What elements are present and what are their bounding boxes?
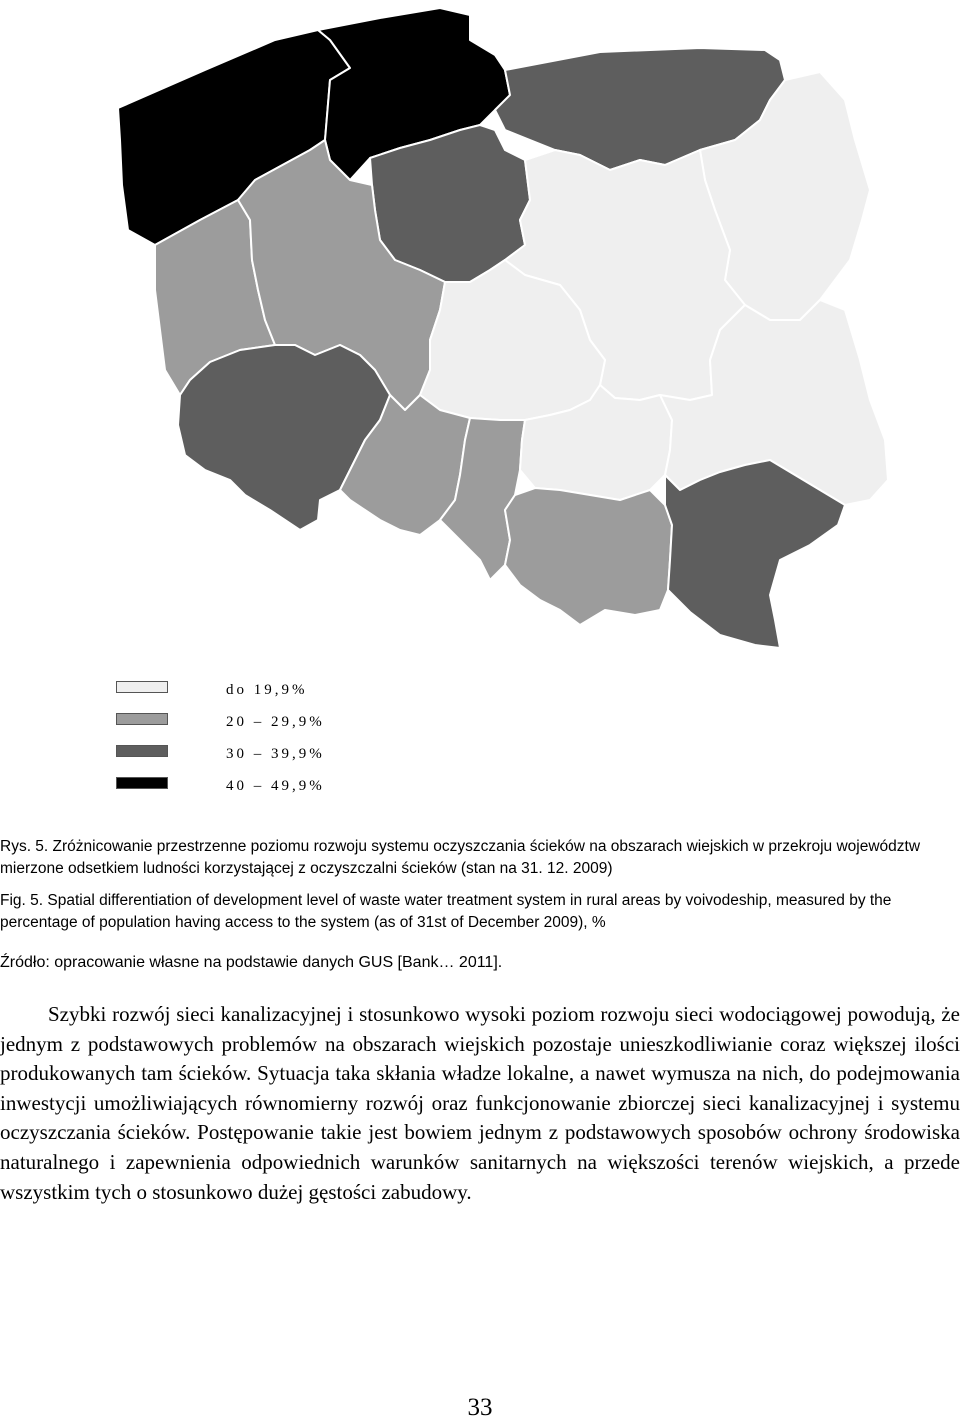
legend-swatch: [116, 681, 168, 693]
body-paragraph: [0, 1000, 960, 1207]
legend-label: do 19,9%: [226, 682, 308, 698]
legend-item: [116, 708, 436, 738]
region-malopolskie: [505, 488, 672, 625]
legend-swatch: [116, 777, 168, 789]
legend-item: [116, 772, 436, 802]
map-legend: [116, 676, 436, 806]
legend-label: 20 – 29,9%: [226, 714, 325, 730]
figure-caption-english: Fig. 5. Spatial differentiation of development level of waste water treatment system in rural areas by voivodeship, measured by the percentage of population having access to the system (as of 31st of December 2009), %: [0, 892, 892, 931]
paragraph-text: Szybki rozwój sieci kanalizacyjnej i stosunkowo wysoki poziom rozwoju sieci wodociągowej powodują, że jednym z podstawowych problemów na obszarach wiejskich pozostaje unieszkodliwianie coraz większej ilości produkowanych tam ścieków. Sytuacja taka skłania władze lokalne, a nawet wymusza na nich, do podejmowania inwestycji umożliwiających równomierny rozwój oraz funkcjonowanie zbiorczej sieci kanalizacyjnej i systemu oczyszczania ścieków. Postępowanie takie jest bowiem jednym z podstawowych sposobów ochrony środowiska naturalnego i zapewnienia odpowiednich warunków sanitarnych na większości terenów wiejskich, a przede wszystkim tych o stosunkowo dużej gęstości zabudowy.: [0, 1002, 960, 1204]
legend-swatch: [116, 745, 168, 757]
legend-item: [116, 676, 436, 706]
legend-label: 40 – 49,9%: [226, 778, 325, 794]
figure-source: Źródło: opracowanie własne na podstawie danych GUS [Bank… 2011].: [0, 954, 503, 971]
page-number: 33: [467, 1394, 493, 1421]
legend-label: 30 – 39,9%: [226, 746, 325, 762]
legend-swatch: [116, 713, 168, 725]
legend-item: [116, 740, 436, 770]
figure-caption-polish: Rys. 5. Zróżnicowanie przestrzenne poziomu rozwoju systemu oczyszczania ścieków na obszarach wiejskich w przekroju województw mierzone odsetkiem ludności korzystającej z oczyszczalni ścieków (stan na 31. 12. 2009): [0, 838, 921, 877]
choropleth-map: [0, 0, 960, 660]
region-podkarpackie: [665, 460, 845, 648]
